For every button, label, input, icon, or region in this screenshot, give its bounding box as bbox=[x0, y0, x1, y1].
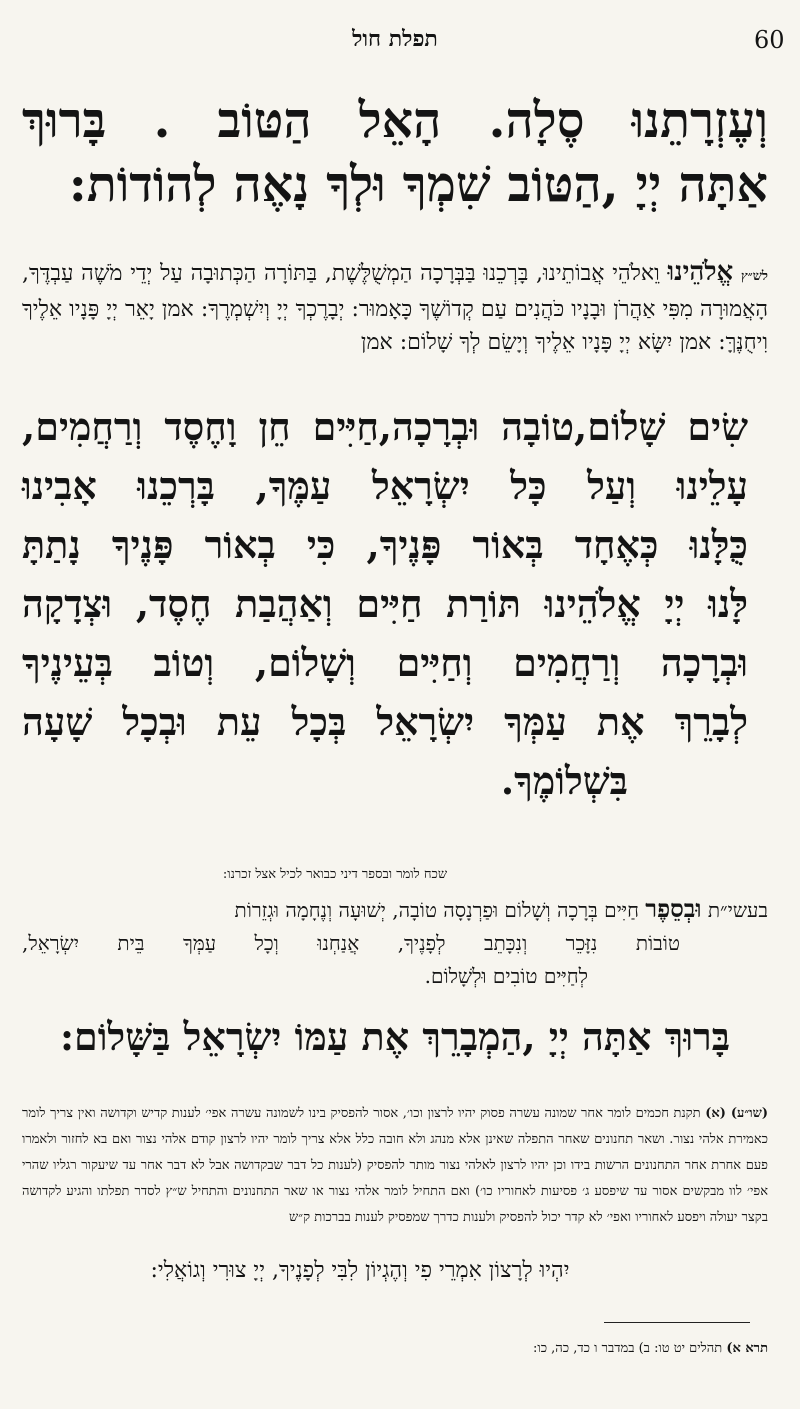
commentary-text: תקנת חכמים לומר אחר שמונה עשרה פסוק יהיו לרצון וכו׳, אסור להפסיק בינו לשמונה עשרה אפי׳ לענות קדיש וקדושה ואין צריך לומר כאמירת אלהי נצור. ושאר תחנונים שאחר התפלה שאינן אלא מנהג ולא חובה כלל אלא צריך לומר יהיו לרצון קודם אלהי נצור ואם בא לחזור ולאמרו פעם אחרת אחר התחנונים הרשות בידו וכן יהיו לרצון לאלהי נצור מותר להפסיק (לענות כל דבר שבקדושה אבל לא דבר אחר עד שיעקור רגליו שהרי אפי׳ לוו מבקשים אסור עד שיפסע ג׳ פסיעות לאחוריו כו׳) ואם התחיל לומר אלהי נצור או שאר התחנונים והתחיל ש״ץ לסדר תפלתו והגיע לקדושה בקצר יעולה ויפסע לאחוריו ואפי׳ לא קדר יכול להפסיק ולענות כדרך שמפסיק לענות בברכות ק״ש bbox=[22, 1106, 768, 1225]
insert-line-1 bbox=[22, 892, 768, 927]
sim-shalom-line: שִׂים שָׁלוֹם,טוֹבָה וּבְרָכָה,חַיִּים חֵן וָחֶסֶד וְרַחֲמִים, bbox=[22, 404, 748, 449]
footnote bbox=[22, 1340, 768, 1356]
top-text-line-2: אַתָּה יְיָ ,הַטּוֹב שִׁמְךָ וּלְךָ נָאֶה לְהוֹדוֹת: bbox=[68, 155, 768, 213]
closing-blessing: בָּרוּךְ אַתָּה יְיָ ,הַמְבָרֵךְ אֶת עַמּוֹ יִשְׂרָאֵל בַּשָּׁלוֹם: bbox=[59, 1014, 731, 1059]
sim-shalom-line: וּבְרָכָה וְרַחֲמִים וְחַיִּים וְשָׁלוֹם, וְטוֹב בְּעֵינֶיךָ bbox=[22, 640, 748, 685]
top-text-line-1: וְעֶזְרָתֵנוּ סֶלָה. הָאֵל הַטּוֹב . בָּרוּךְ bbox=[22, 91, 768, 149]
insert-marker: בעשי״ת bbox=[707, 898, 768, 922]
footnote-tag: תרא א) bbox=[726, 1341, 768, 1356]
priestly-blessing bbox=[22, 256, 768, 359]
insert-text: חַיִּים בְּרָכָה וְשָׁלוֹם וּפַרְנָסָה טוֹבָה, יְשׁוּעָה וְנֶחָמָה וּגְזֵרוֹת bbox=[234, 898, 639, 922]
page-header bbox=[22, 0, 785, 60]
footnote-text: תהלים יט טו: ב) במדבר ו כד, כה, כו: bbox=[532, 1341, 723, 1356]
insert-line-2: טוֹבוֹת נִזָּכֵר וְנִכָּתֵב לְפָנֶיךָ, אֲנַחְנוּ וְכָל עַמְּךָ בֵּית יִשְׂרָאֵל, bbox=[22, 931, 680, 955]
sim-shalom-line: לְבָרֵךְ אֶת עַמְּךָ יִשְׂרָאֵל בְּכָל עֵת וּבְכָל שָׁעָה bbox=[22, 699, 748, 744]
sim-shalom-line: כֻּלָּנוּ כְּאֶחָד בְּאוֹר פָּנֶיךָ, כִּי בְאוֹר פָּנֶיךָ נָתַתָּ bbox=[22, 522, 748, 567]
running-title: תפלת חול bbox=[352, 26, 438, 52]
page-number: 60 bbox=[754, 26, 785, 54]
commentary bbox=[22, 1101, 768, 1231]
sim-shalom-line: עָלֵינוּ וְעַל כָּל יִשְׂרָאֵל עַמֶּךָ, בָּרְכֵנוּ אָבִינוּ bbox=[22, 463, 748, 508]
commentary-tag: (שו״ע) (א) bbox=[705, 1106, 768, 1121]
insert-lead: וּבְסֵפֶר bbox=[645, 894, 702, 923]
sim-shalom-last-line: בִּשְׁלוֹמֶךָ. bbox=[500, 758, 628, 803]
sim-shalom-block bbox=[22, 397, 768, 810]
sim-shalom-line: לָּנוּ יְיָ אֱלֹהֵינוּ תּוֹרַת חַיִּים וְאַהֲבַת חֶסֶד, וּצְדָקָה bbox=[22, 581, 748, 626]
footnote-divider bbox=[604, 1322, 750, 1323]
blessing-text: וֵאלֹהֵי אֲבוֹתֵינוּ, בָּרְכֵנוּ בַּבְּרָכָה הַמְשֻׁלֶּשֶׁת, בַּתּוֹרָה הַכְּתוּבָה עַל יְדֵי מֹשֶׁה עַבְדֶּךָ, הָאֲמוּרָה מִפִּי אַהֲרֹן וּבָנָיו כֹּהֲנִים עַם קְדוֹשֶׁךָ כָּאָמוּר: יְבָרֶכְךָ יְיָ וְיִשְׁמְרֶךָ: אמן יָאֵר יְיָ פָּנָיו אֵלֶיךָ וִיחֻנֶּךָּ: אמן יִשָּׂא יְיָ פָּנָיו אֵלֶיךָ וְיָשֵׂם לְךָ שָׁלוֹם: אמן bbox=[22, 261, 768, 355]
yihyu-leratzon: יִהְיוּ לְרָצוֹן אִמְרֵי פִי וְהֶגְיוֹן לִבִּי לְפָנֶיךָ, יְיָ צוּרִי וְגוֹאֲלִי: bbox=[150, 1258, 570, 1283]
blessing-opener: אֱלֹהֵינוּ bbox=[667, 257, 734, 287]
blessing-marker: לש״ץ bbox=[740, 269, 768, 284]
insert-line-3: לְחַיִּים טוֹבִים וּלְשָׁלוֹם. bbox=[424, 964, 588, 988]
insert-instruction: שכח לומר ובספר דיני כבואר לכיל אצל זכרנו: bbox=[222, 867, 448, 882]
